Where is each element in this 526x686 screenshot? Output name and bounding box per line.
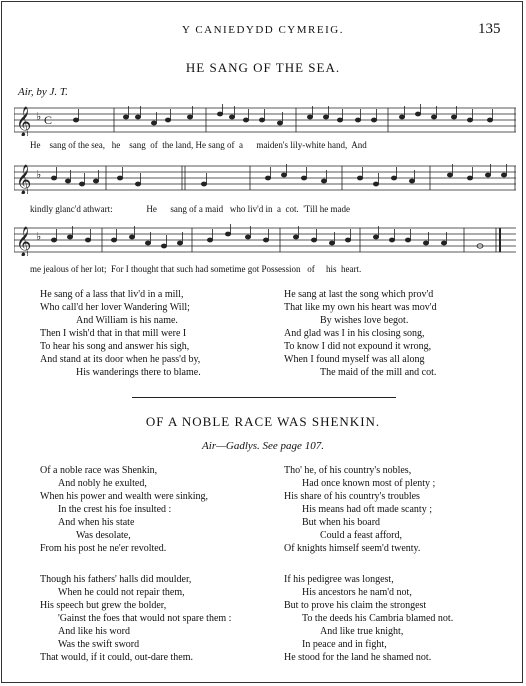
air-attribution-gadlys: Air—Gadlys. See page 107. bbox=[202, 440, 324, 452]
song-title-he-sang-of-the-sea: HE SANG OF THE SEA. bbox=[185, 60, 341, 75]
running-header: Y CANIEDYDD CYMREIG. bbox=[182, 24, 344, 36]
verse-line: When his power and wealth were sinking, bbox=[40, 491, 209, 502]
verse-line: He stood for the land he shamed not. bbox=[284, 652, 432, 663]
music-lyric-line-2: kindly glanc'd athwart: He sang of a maid who liv'd in a cot. 'Till he made bbox=[30, 204, 350, 214]
verse-line: That would, if it could, out-dare them. bbox=[40, 652, 194, 663]
song1-verse-right bbox=[284, 288, 437, 379]
verse-line: But when his board bbox=[302, 517, 381, 528]
verse-line: Was the swift sword bbox=[58, 639, 140, 650]
verse-line: And like true knight, bbox=[320, 626, 404, 637]
verse-line: And William is his name. bbox=[76, 315, 178, 326]
verse-line: Of a noble race was Shenkin, bbox=[40, 465, 158, 476]
verse-line: By wishes love begot. bbox=[320, 315, 409, 326]
music-staff-1 bbox=[14, 104, 516, 136]
song2-stanza2-right bbox=[284, 573, 453, 664]
page-number: 135 bbox=[478, 21, 501, 37]
verse-line: Could a feast afford, bbox=[320, 530, 403, 541]
verse-line: His ancestors he nam'd not, bbox=[302, 587, 412, 598]
svg-text:♭: ♭ bbox=[36, 231, 42, 243]
air-attribution: Air, by J. T. bbox=[18, 86, 68, 98]
verse-line: And stand at its door when he pass'd by, bbox=[40, 354, 201, 365]
verse-line: His means had oft made scanty ; bbox=[302, 504, 432, 515]
verse-line: Who call'd her lover Wandering Will; bbox=[40, 302, 190, 313]
verse-line: Was desolate, bbox=[76, 530, 131, 541]
verse-line: 'Gainst the foes that would not spare them : bbox=[58, 613, 232, 624]
verse-line: To hear his song and answer his sigh, bbox=[40, 341, 190, 352]
song2-stanza1-left bbox=[40, 464, 208, 555]
verse-line: His speech but grew the bolder, bbox=[40, 600, 167, 611]
song2-stanza2-left bbox=[40, 573, 231, 664]
svg-text:♭: ♭ bbox=[36, 169, 42, 181]
verse-line: Though his fathers' halls did moulder, bbox=[40, 574, 192, 585]
svg-text:𝄞: 𝄞 bbox=[16, 227, 32, 256]
verse-line: Then I wish'd that in that mill were I bbox=[40, 328, 187, 339]
svg-text:𝄞: 𝄞 bbox=[16, 107, 32, 136]
verse-line: Tho' he, of his country's nobles, bbox=[284, 465, 412, 476]
verse-line: The maid of the mill and cot. bbox=[320, 367, 437, 378]
svg-text:𝄞: 𝄞 bbox=[16, 165, 32, 194]
verse-line: But to prove his claim the strongest bbox=[284, 600, 427, 611]
svg-text:C: C bbox=[44, 113, 53, 127]
verse-line: And like his word bbox=[58, 626, 130, 637]
music-staff-2 bbox=[14, 162, 516, 194]
verse-line: He sang of a lass that liv'd in a mill, bbox=[40, 289, 184, 300]
verse-line: To know I did not expound it wrong, bbox=[284, 341, 432, 352]
svg-text:♭: ♭ bbox=[36, 111, 42, 123]
song1-verse-left bbox=[40, 288, 201, 379]
music-staff-3 bbox=[14, 224, 516, 256]
verse-line: That like my own his heart was mov'd bbox=[284, 302, 437, 313]
song2-stanza1-right bbox=[284, 464, 435, 555]
music-lyric-line-1: He sang of the sea, he sang of the land, He sang of a maiden's lily-white hand, And bbox=[30, 140, 367, 150]
verse-line: In peace and in fight, bbox=[302, 639, 387, 650]
verse-line: And when his state bbox=[58, 517, 135, 528]
verse-line: And nobly he exulted, bbox=[58, 478, 147, 489]
verse-line: His share of his country's troubles bbox=[284, 491, 420, 502]
verse-line: He sang at last the song which prov'd bbox=[284, 289, 434, 300]
verse-line: Of knights himself seem'd twenty. bbox=[284, 543, 421, 554]
song-title-noble-race: OF A NOBLE RACE WAS SHENKIN. bbox=[145, 414, 381, 429]
verse-line: If his pedigree was longest, bbox=[284, 574, 394, 585]
verse-line: His wanderings there to blame. bbox=[76, 367, 201, 378]
verse-line: To the deeds his Cambria blamed not. bbox=[302, 613, 454, 624]
verse-line: From his post he ne'er revolted. bbox=[40, 543, 167, 554]
verse-line: And glad was I in his closing song, bbox=[284, 328, 425, 339]
section-divider bbox=[132, 397, 396, 398]
verse-line: In the crest his foe insulted : bbox=[58, 504, 172, 515]
verse-line: Had once known most of plenty ; bbox=[302, 478, 436, 489]
verse-line: When he could not repair them, bbox=[58, 587, 185, 598]
verse-line: When I found myself was all along bbox=[284, 354, 425, 365]
music-lyric-line-3: me jealous of her lot; For I thought that such had sometime got Possession of his heart. bbox=[30, 264, 362, 274]
